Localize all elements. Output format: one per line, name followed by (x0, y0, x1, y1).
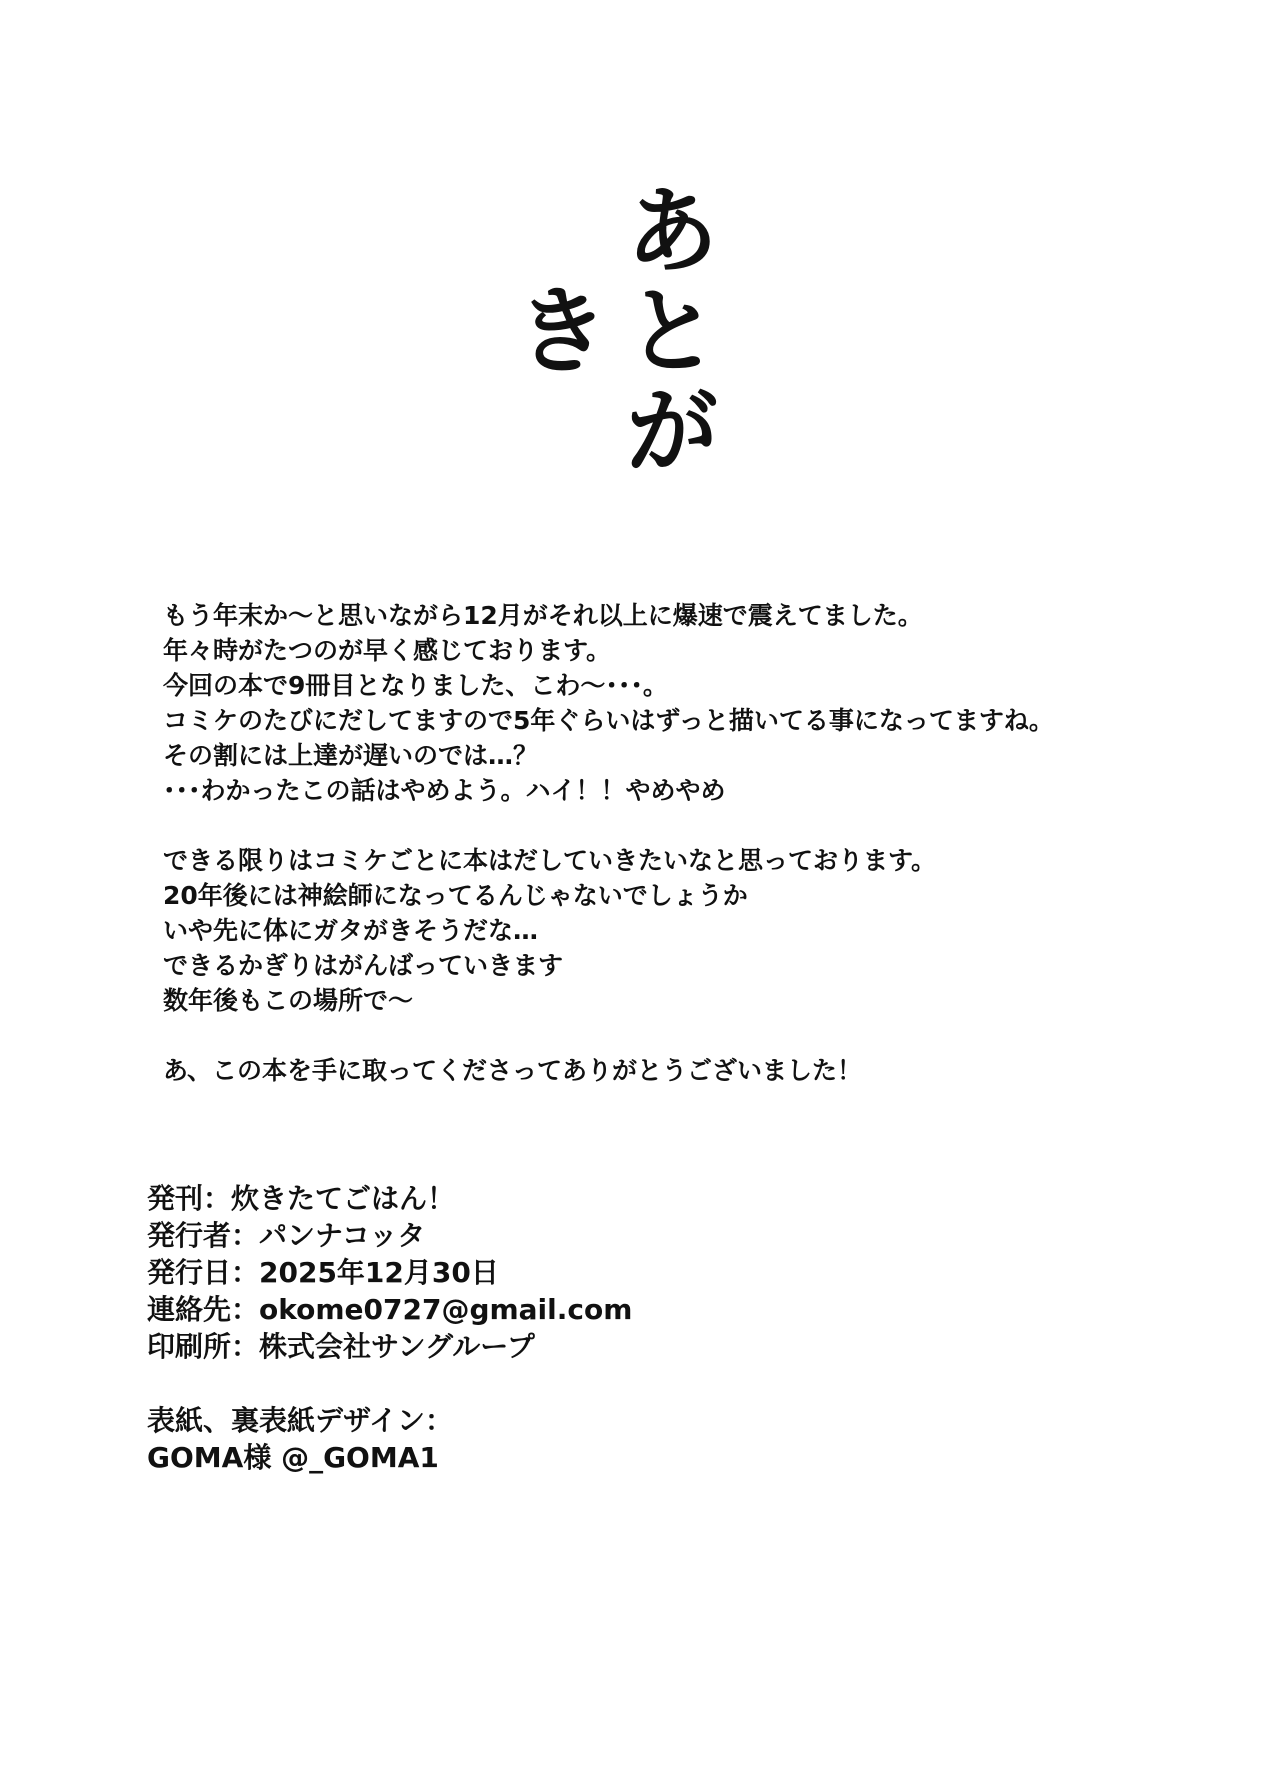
afterword-line: できるかぎりはがんばっていきます (163, 951, 564, 980)
afterword-line: ･･･わかったこの話はやめよう。ハイ！！やめやめ (163, 776, 726, 805)
afterword-paragraph-2 (163, 843, 1163, 1018)
colophon-contact: 連絡先：okome0727@gmail.com (147, 1293, 633, 1326)
afterword-line: いや先に体にガタがきそうだな… (163, 916, 539, 945)
afterword-line: 年々時がたつのが早く感じております。 (163, 636, 612, 665)
afterword-line: できる限りはコミケごとに本はだしていきたいなと思っております。 (163, 846, 937, 875)
cover-design-credit: GOMA様 @_GOMA1 (147, 1441, 439, 1474)
afterword-line: 数年後もこの場所で〜 (163, 986, 414, 1015)
afterword-line: もう年末か〜と思いながら12月がそれ以上に爆速で震えてました。 (163, 601, 923, 630)
afterword-paragraph-3 (163, 1053, 1163, 1088)
colophon-printer: 印刷所：株式会社サングループ (147, 1330, 535, 1363)
afterword-line: 20年後には神絵師になってるんじゃないでしょうか (163, 881, 748, 910)
cover-design-label: 表紙、裏表紙デザイン： (147, 1404, 454, 1437)
cover-design-credits (147, 1402, 1047, 1476)
colophon-date: 発行日：2025年12月30日 (147, 1256, 499, 1289)
colophon (147, 1180, 1047, 1476)
afterword-body (163, 598, 1163, 1123)
afterword-line: コミケのたびにだしてますので5年ぐらいはずっと描いてる事になってますね。 (163, 706, 1054, 735)
colophon-publisher: 発行者：パンナコッタ (147, 1219, 426, 1252)
colophon-publication: 発刊：炊きたてごはん！ (147, 1182, 456, 1215)
page-title: あとがき (499, 180, 721, 480)
afterword-line: あ、この本を手に取ってくださってありがとうございました！ (163, 1056, 863, 1085)
afterword-line: その割には上達が遅いのでは…？ (163, 741, 539, 770)
afterword-paragraph-1 (163, 598, 1163, 808)
afterword-line: 今回の本で9冊目となりました、こわ〜･･･。 (163, 671, 668, 700)
